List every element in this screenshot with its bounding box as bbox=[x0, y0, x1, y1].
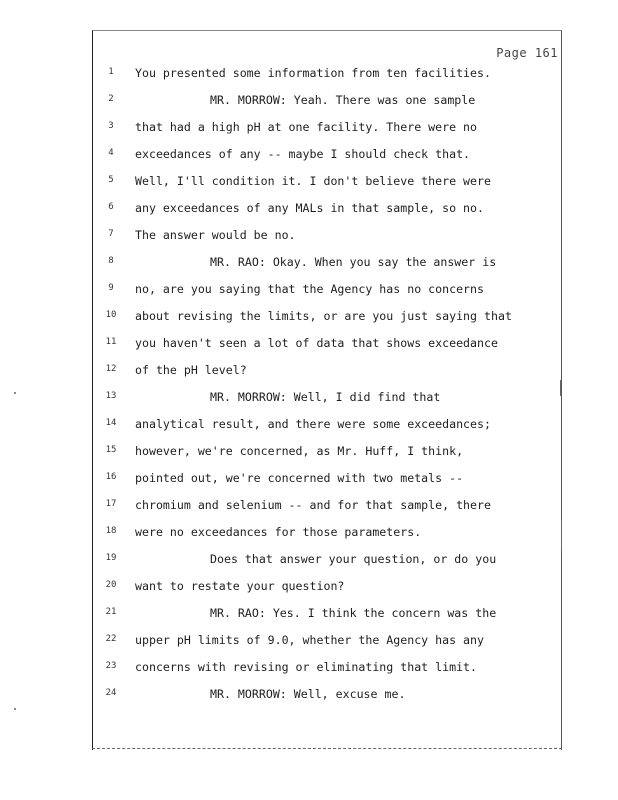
line-text: however, we're concerned, as Mr. Huff, I think, bbox=[135, 444, 464, 458]
scan-speck bbox=[560, 380, 561, 396]
line-text: MR. MORROW: Well, excuse me. bbox=[210, 687, 406, 701]
transcript-line bbox=[92, 525, 562, 547]
transcript-line bbox=[92, 201, 562, 223]
transcript-line bbox=[92, 579, 562, 601]
scan-speck bbox=[14, 392, 16, 394]
line-number: 17 bbox=[105, 499, 117, 509]
line-text: MR. RAO: Okay. When you say the answer is bbox=[210, 255, 497, 269]
transcript-line bbox=[92, 363, 562, 385]
line-number: 22 bbox=[105, 634, 117, 644]
line-number: 24 bbox=[105, 688, 117, 698]
transcript-line bbox=[92, 606, 562, 628]
line-text: Does that answer your question, or do you bbox=[210, 552, 497, 566]
line-text: pointed out, we're concerned with two metals -- bbox=[135, 471, 464, 485]
transcript-line bbox=[92, 174, 562, 196]
line-number: 14 bbox=[105, 418, 117, 428]
transcript-line bbox=[92, 336, 562, 358]
line-text: analytical result, and there were some exceedances; bbox=[135, 417, 491, 431]
line-number: 6 bbox=[108, 202, 114, 212]
transcript-line bbox=[92, 687, 562, 709]
transcript-line bbox=[92, 498, 562, 520]
page-number: Page 161 bbox=[496, 46, 558, 60]
line-number: 20 bbox=[105, 580, 117, 590]
transcript-line bbox=[92, 444, 562, 466]
transcript-line bbox=[92, 228, 562, 250]
line-text: You presented some information from ten facilities. bbox=[135, 66, 491, 80]
line-text: concerns with revising or eliminating that limit. bbox=[135, 660, 478, 674]
line-number: 19 bbox=[105, 553, 117, 563]
line-number: 23 bbox=[105, 661, 117, 671]
transcript-line bbox=[92, 552, 562, 574]
transcript-line bbox=[92, 120, 562, 142]
line-number: 13 bbox=[105, 391, 117, 401]
line-text: MR. MORROW: Well, I did find that bbox=[210, 390, 441, 404]
line-text: MR. RAO: Yes. I think the concern was the bbox=[210, 606, 497, 620]
transcript-line bbox=[92, 282, 562, 304]
line-text: The answer would be no. bbox=[135, 228, 296, 242]
line-number: 12 bbox=[105, 364, 117, 374]
transcript-line bbox=[92, 417, 562, 439]
line-number: 11 bbox=[105, 337, 117, 347]
transcript-line bbox=[92, 147, 562, 169]
line-number: 10 bbox=[105, 310, 117, 320]
line-number: 3 bbox=[108, 121, 114, 131]
line-text: Well, I'll condition it. I don't believe there were bbox=[135, 174, 491, 188]
line-text: you haven't seen a lot of data that shows exceedance bbox=[135, 336, 498, 350]
line-text: chromium and selenium -- and for that sample, there bbox=[135, 498, 491, 512]
transcript-line bbox=[92, 390, 562, 412]
line-number: 7 bbox=[108, 229, 114, 239]
transcript-line bbox=[92, 660, 562, 682]
transcript-line bbox=[92, 471, 562, 493]
transcript-line bbox=[92, 309, 562, 331]
line-number: 8 bbox=[108, 256, 114, 266]
line-number: 5 bbox=[108, 175, 114, 185]
line-text: that had a high pH at one facility. There were no bbox=[135, 120, 478, 134]
line-text: of the pH level? bbox=[135, 363, 247, 377]
transcript-line bbox=[92, 633, 562, 655]
line-number: 16 bbox=[105, 472, 117, 482]
line-number: 2 bbox=[108, 94, 114, 104]
line-number: 21 bbox=[105, 607, 117, 617]
scan-speck bbox=[14, 708, 16, 710]
transcript-line bbox=[92, 93, 562, 115]
line-text: any exceedances of any MALs in that sample, so no. bbox=[135, 201, 485, 215]
line-text: about revising the limits, or are you just saying that bbox=[135, 309, 512, 323]
line-number: 4 bbox=[108, 148, 114, 158]
bottom-rule bbox=[92, 748, 562, 749]
line-number: 18 bbox=[105, 526, 117, 536]
scan-speck bbox=[561, 520, 562, 550]
line-text: MR. MORROW: Yeah. There was one sample bbox=[210, 93, 476, 107]
line-text: no, are you saying that the Agency has no concerns bbox=[135, 282, 485, 296]
line-number: 9 bbox=[108, 283, 114, 293]
line-number: 15 bbox=[105, 445, 117, 455]
line-text: were no exceedances for those parameters. bbox=[135, 525, 422, 539]
transcript-line bbox=[92, 66, 562, 88]
line-number: 1 bbox=[108, 67, 114, 77]
transcript-line bbox=[92, 255, 562, 277]
line-text: upper pH limits of 9.0, whether the Agency has any bbox=[135, 633, 485, 647]
line-text: want to restate your question? bbox=[135, 579, 345, 593]
line-text: exceedances of any -- maybe I should check that. bbox=[135, 147, 471, 161]
